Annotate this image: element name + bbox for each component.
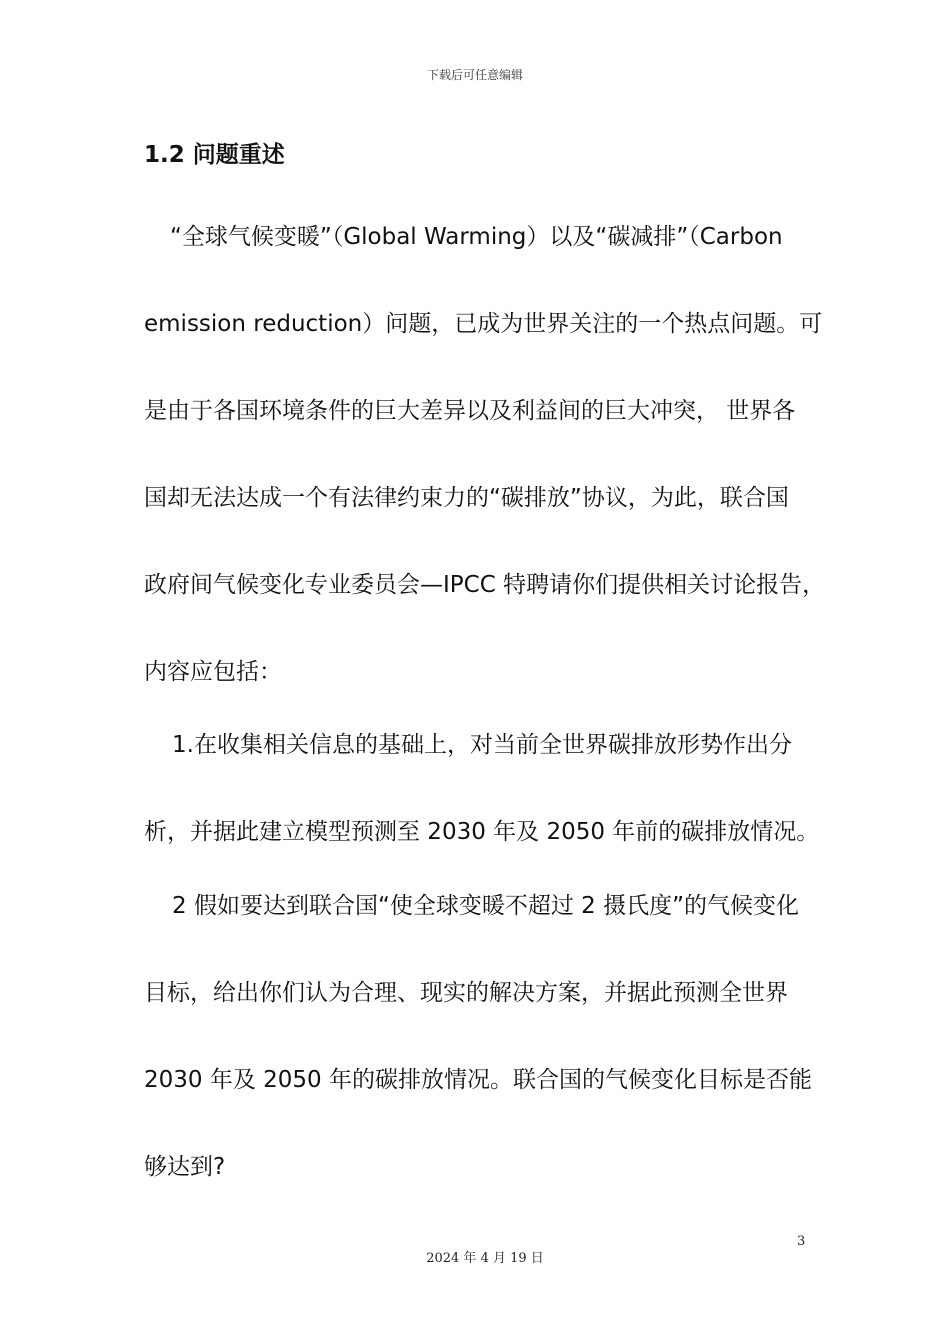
paragraph-line: “全球气候变暖”（Global Warming）以及“碳减排”（Carbon [170,224,783,250]
list-item-line: 1.在收集相关信息的基础上，对当前全世界碳排放形势作出分 [172,732,792,758]
paragraph-line: 国却无法达成一个有法律约束力的“碳排放”协议，为此，联合国 [144,485,789,511]
paragraph-line: emission reduction）问题，已成为世界关注的一个热点问题。可 [144,311,823,337]
list-item-line: 目标，给出你们认为合理、现实的解决方案，并据此预测全世界 [144,980,788,1006]
list-item-line: 析，并据此建立模型预测至 2030 年及 2050 年前的碳排放情况。 [144,819,820,845]
paragraph-line: 是由于各国环境条件的巨大差异以及利益间的巨大冲突， 世界各 [144,398,796,424]
page-number: 3 [797,1234,806,1249]
list-item-line: 2 假如要达到联合国“使全球变暖不超过 2 摄氏度”的气候变化 [172,893,800,919]
section-title: 1.2 问题重述 [144,142,285,168]
paragraph-line: 内容应包括： [144,659,282,685]
paragraph-line: 政府间气候变化专业委员会—IPCC 特聘请你们提供相关讨论报告， [144,572,826,598]
list-item-line: 2030 年及 2050 年的碳排放情况。联合国的气候变化目标是否能 [144,1067,812,1093]
footer-date: 2024 年 4 月 19 日 [426,1251,544,1266]
list-item-line: 够达到? [144,1154,226,1180]
header-note: 下载后可任意编辑 [426,68,523,82]
